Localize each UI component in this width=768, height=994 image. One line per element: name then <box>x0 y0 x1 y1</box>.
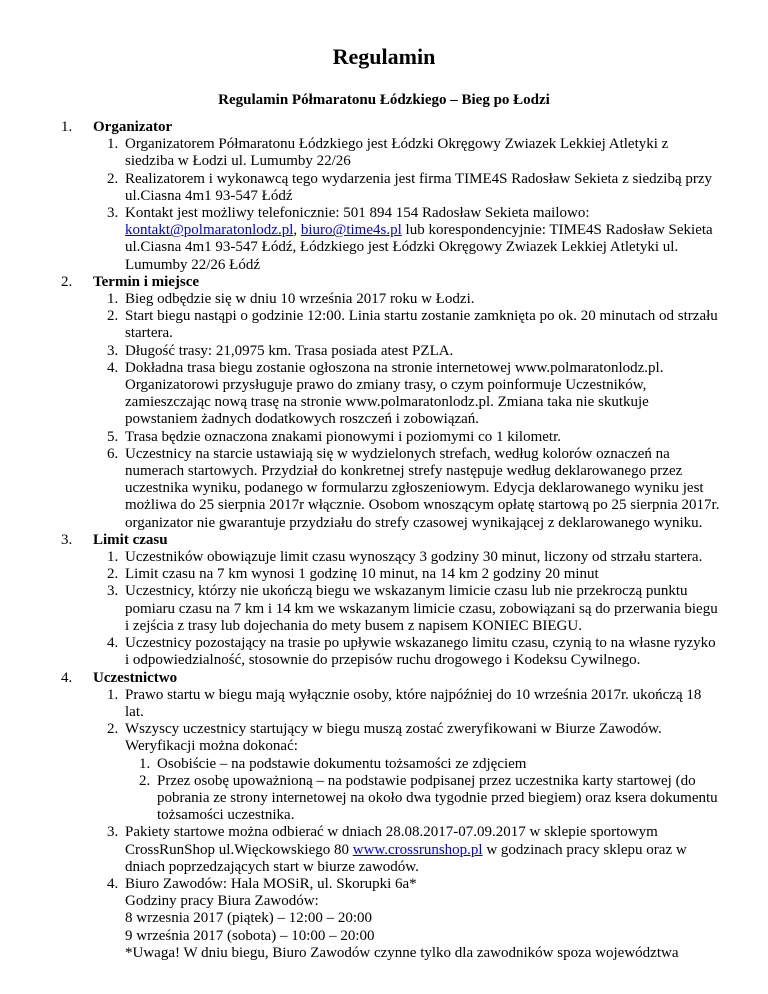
biuro-hours-saturday: 9 września 2017 (sobota) – 10:00 – 20:00 <box>125 927 375 944</box>
item-text: Limit czasu na 7 km wynosi 1 godzinę 10 minut, na 14 km 2 godziny 20 minut <box>125 566 599 583</box>
section-title: Organizator <box>93 119 173 135</box>
list-item <box>93 566 721 583</box>
item-text: Uczestnicy pozostający na trasie po upływie wskazanego limitu czasu, czynią to na własne ryzyko i odpowiedzialność, stosownie do przepisów ruchu drogowego i Kodeksu Cywilnego. <box>125 635 716 669</box>
pakiety-text-rest: w godzinach pracy sklepu oraz w dniach poprzedzających start w biurze zawodów. <box>125 841 687 875</box>
subitem-number: 2. <box>139 772 151 789</box>
document-subtitle: Regulamin Półmaratonu Łódzkiego – Bieg po Łodzi <box>218 92 550 108</box>
item-number: 1. <box>107 549 119 566</box>
item-list <box>93 687 721 962</box>
list-item <box>93 291 721 308</box>
section-list <box>61 119 721 962</box>
item-number: 2. <box>107 566 119 583</box>
item-number: 5. <box>107 428 119 445</box>
crossrunshop-link[interactable]: www.crossrunshop.pl <box>352 841 483 858</box>
subitem-list <box>125 756 721 825</box>
item-number: 3. <box>107 583 119 600</box>
list-item <box>93 824 721 876</box>
item-text: Realizatorem i wykonawcą tego wydarzenia jest firma TIME4S Radosław Sekieta z siedzibą przy ul.Ciasna 4m1 93-547 Łódź <box>125 170 713 204</box>
item-text: Prawo startu w biegu mają wyłącznie osoby, które najpóźniej do 10 września 2017r. ukończą 18 lat. <box>125 686 702 720</box>
separator: , <box>293 222 298 239</box>
item-text <box>125 205 721 274</box>
item-number: 1. <box>107 291 119 308</box>
item-text: Wszyscy uczestnicy startujący w biegu muszą zostać zweryfikowani w Biurze Zawodów. Weryfikacji można dokonać: <box>125 721 662 755</box>
item-number: 1. <box>107 136 119 153</box>
item-list <box>93 549 721 669</box>
biuro-note: *Uwaga! W dniu biegu, Biuro Zawodów czynne tylko dla zawodników spoza województwa <box>125 944 679 961</box>
sub-list-item <box>125 756 721 773</box>
item-number: 6. <box>107 445 119 462</box>
section-organizator <box>61 119 721 274</box>
item-number: 3. <box>107 205 119 222</box>
section-number: 2. <box>61 273 73 290</box>
item-text: Dokładna trasa biegu zostanie ogłoszona na stronie internetowej www.polmaratonlodz.pl. Organizatorowi przysługuje prawo do zmiany trasy, o czym poinformuje Uczestników, zamieszczając nową trasę na stronie www.polmaratonlodz.pl. Zmiana taka nie skutkuje powstaniem żadnych dodatkowych roszczeń i zobowiązań. <box>125 359 664 428</box>
list-item <box>93 446 721 532</box>
email-link-biuro[interactable]: biuro@time4s.pl <box>300 222 402 239</box>
pakiety-text: Pakiety startowe można odbierać w dniach 28.08.2017-07.09.2017 w sklepie sportowym CrossRunShop ul.Więckowskiego 80 <box>125 824 658 858</box>
biuro-hours-label: Godziny pracy Biura Zawodów: <box>125 893 319 910</box>
section-number: 3. <box>61 531 73 548</box>
section-termin <box>61 274 721 532</box>
list-item <box>93 343 721 360</box>
item-text <box>125 824 721 876</box>
item-text: Uczestnicy na starcie ustawiają się w wydzielonych strefach, według kolorów oznaczeń na numerach startowych. Przydział do konkretnej strefy następuje według deklarowanego przez uczestnika wyniku, podanego w formularzu zgłoszeniowym. Edycja deklarowanego wyniku jest możliwa do 25 sierpnia 2017r włącznie. Osobom wnoszącym opłatę startową po 25 sierpnia 2017r. organizator nie gwarantuje przydziału do strefy czasowej wynikającej z deklarowanego wyniku. <box>125 445 720 531</box>
section-title: Termin i miejsce <box>93 273 200 290</box>
item-number: 4. <box>107 635 119 652</box>
sub-list-item <box>125 773 721 825</box>
email-link-kontakt[interactable]: kontakt@polmaratonlodz.pl <box>125 222 294 239</box>
item-text: Trasa będzie oznaczona znakami pionowymi i poziomymi co 1 kilometr. <box>125 428 562 445</box>
item-number: 2. <box>107 721 119 738</box>
subitem-text: Przez osobę upoważnioną – na podstawie podpisanej przez uczestnika karty startowej (do pobrania ze strony internetowej na około dwa tygodnie przed biegiem) oraz ksera dokumentu tożsamości uczestnika. <box>157 772 718 824</box>
contact-text-rest: lub korespondencyjnie: TIME4S Radosław Sekieta ul.Ciasna 4m1 93-547 Łódź, Łódzkiego jest Łódzki Okręgowy Zwiazek Lekkiej Atletyki ul. Lumumby 22/26 Łódź <box>125 222 713 273</box>
list-item <box>93 360 721 429</box>
section-title: Uczestnictwo <box>93 669 178 686</box>
item-number: 2. <box>107 308 119 325</box>
item-number: 4. <box>107 875 119 892</box>
subitem-number: 1. <box>139 755 151 772</box>
item-number: 4. <box>107 359 119 376</box>
item-list <box>93 291 721 532</box>
section-title: Limit czasu <box>93 531 168 548</box>
list-item <box>93 308 721 342</box>
list-item <box>93 635 721 669</box>
item-text <box>125 876 721 962</box>
contact-text: Kontakt jest możliwy telefonicznie: 501 894 154 Radosław Sekieta mailowo: <box>125 205 590 222</box>
biuro-location: Biuro Zawodów: Hala MOSiR, ul. Skorupki 6a* <box>125 875 417 892</box>
list-item <box>93 549 721 566</box>
item-text: Organizatorem Półmaratonu Łódzkiego jest Łódzki Okręgowy Zwiazek Lekkiej Atletyki z siedziba w Łodzi ul. Lumumby 22/26 <box>125 136 669 170</box>
list-item <box>93 721 721 824</box>
list-item <box>93 136 721 170</box>
item-text: Uczestnicy, którzy nie ukończą biegu we wskazanym limicie czasu lub nie przekroczą punktu pomiaru czasu na 7 km i 14 km we wskazanym limicie czasu, zobowiązani są do przerwania biegu i zejścia z trasy lub dojechania do mety busem z napisem KONIEC BIEGU. <box>125 583 718 634</box>
section-number: 4. <box>61 669 73 686</box>
list-item <box>93 205 721 274</box>
list-item <box>93 876 721 962</box>
item-text: Bieg odbędzie się w dniu 10 września 2017 roku w Łodzi. <box>125 291 475 308</box>
item-text: Start biegu nastąpi o godzinie 12:00. Linia startu zostanie zamknięta po ok. 20 minutach od strzału startera. <box>125 308 718 342</box>
biuro-hours-friday: 8 wrzesnia 2017 (piątek) – 12:00 – 20:00 <box>125 910 373 927</box>
item-text: Uczestników obowiązuje limit czasu wynoszący 3 godziny 30 minut, liczony od strzału startera. <box>125 549 703 566</box>
list-item <box>93 429 721 446</box>
section-uczestnictwo <box>61 670 721 962</box>
list-item <box>93 687 721 721</box>
subitem-text: Osobiście – na podstawie dokumentu tożsamości ze zdjęciem <box>157 755 527 772</box>
item-number: 3. <box>107 342 119 359</box>
list-item <box>93 583 721 635</box>
document-title: Regulamin <box>332 44 436 69</box>
item-text: Długość trasy: 21,0975 km. Trasa posiada atest PZLA. <box>125 342 454 359</box>
section-limit-czasu <box>61 532 721 670</box>
list-item <box>93 171 721 205</box>
item-number: 2. <box>107 170 119 187</box>
item-number: 1. <box>107 686 119 703</box>
item-list <box>93 136 721 274</box>
item-number: 3. <box>107 824 119 841</box>
section-number: 1. <box>61 119 73 135</box>
